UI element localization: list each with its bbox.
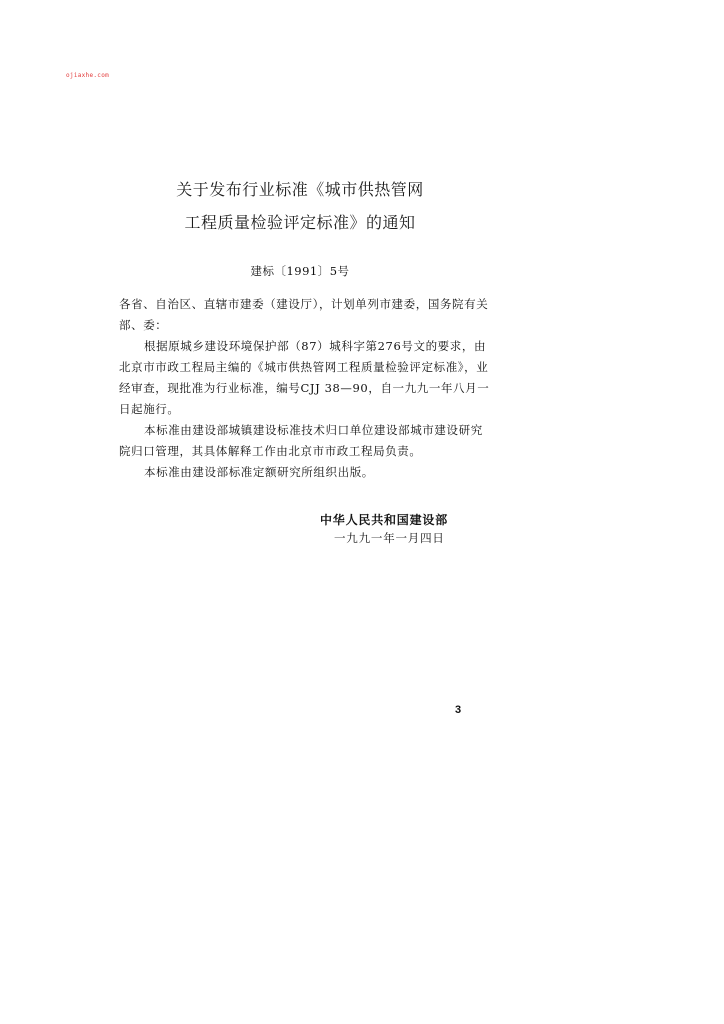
- issuing-organization: 中华人民共和国建设部: [320, 513, 449, 527]
- notice-title-line-2: 工程质量检验评定标准》的通知: [184, 213, 416, 232]
- notice-title-line-1: 关于发布行业标准《城市供热管网: [176, 180, 424, 199]
- paragraph-approval: 根据原城乡建设环境保护部（87）城科字第276号文的要求，由北京市市政工程局主编的《城市供热管网工程质量检验评定标准》，业经审查，现批准为行业标准，编号CJJ 38—90，自一九九一年八月一日起施行。: [119, 339, 490, 416]
- paragraph-publication: 本标准由建设部标准定额研究所组织出版。: [144, 465, 374, 479]
- paragraph-management: 本标准由建设部城镇建设标准技术归口单位建设部城市建设研究院归口管理，其具体解释工作由北京市市政工程局负责。: [119, 423, 483, 458]
- watermark: ojiaxhe.com: [66, 72, 110, 79]
- salutation: 各省、自治区、直辖市建委（建设厅），计划单列市建委，国务院有关部、委：: [119, 297, 489, 332]
- issue-date: 一九九一年一月四日: [334, 531, 445, 545]
- document-number: 建标〔1991〕5号: [250, 264, 350, 278]
- page-number: 3: [455, 704, 462, 716]
- notice-body: [119, 294, 491, 483]
